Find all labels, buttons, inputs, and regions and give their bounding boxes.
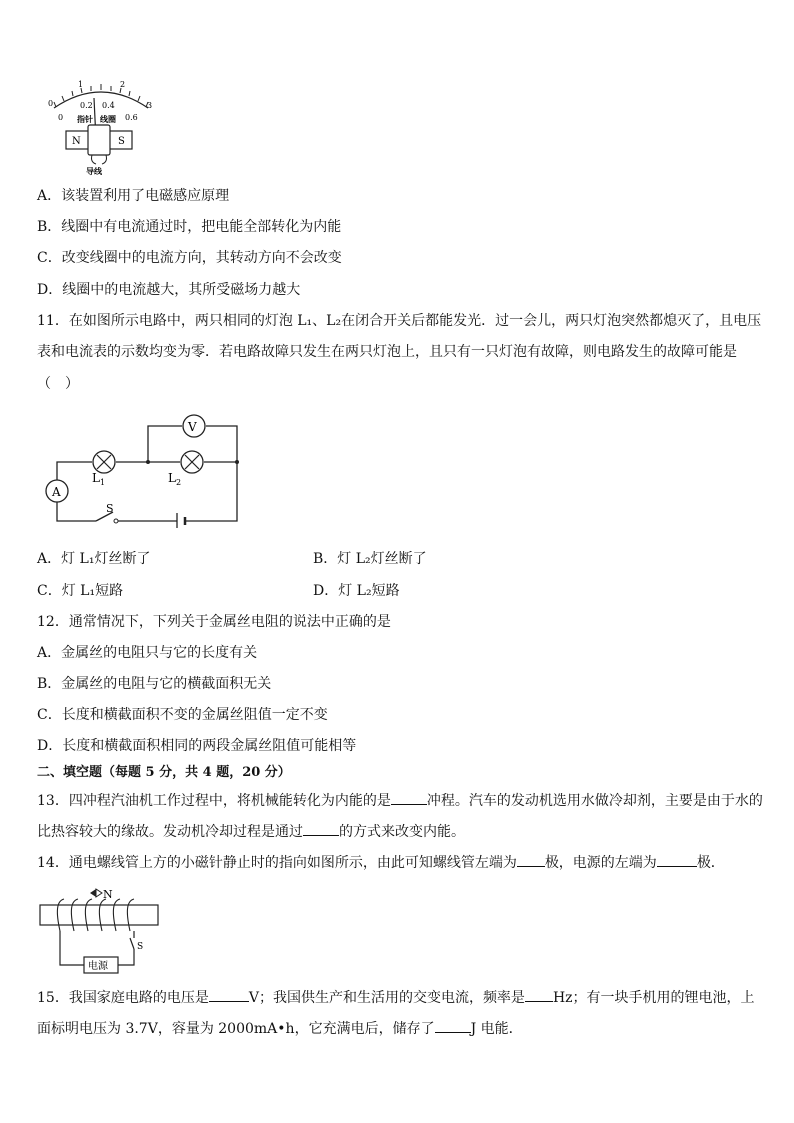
q10-option-d: D．线圈中的电流越大，其所受磁场力越大 (37, 282, 301, 298)
q15-blank-3[interactable] (435, 1018, 471, 1033)
q10-option-b: B．线圈中有电流通过时，把电能全部转化为内能 (37, 219, 342, 235)
scale-1: 1 (78, 80, 84, 89)
power-source-label: 电源 (88, 961, 108, 972)
galvanometer-figure (44, 78, 159, 176)
scale-0: 0 (48, 99, 54, 108)
q14-stem: 14．通电螺线管上方的小磁针静止时的指向如图所示，由此可知螺线管左端为 极，电源的左端为 极． (37, 852, 725, 873)
q11-stem-line2: 表和电流表的示数均变为零．若电路故障只发生在两只灯泡上，且只有一只灯泡有故障，则电路发生的故障可能是 (37, 344, 737, 360)
scale-3: 3 (147, 101, 153, 110)
q11-option-c: C．灯 L₁短路 (37, 583, 124, 599)
inner-scale-0-4: 0.4 (102, 101, 115, 110)
switch-s-label: S (137, 942, 144, 952)
magnet-n: N (72, 136, 81, 147)
solenoid-figure (36, 883, 164, 975)
inner-scale-0: 0 (58, 113, 64, 122)
q12-option-b: B．金属丝的电阻与它的横截面积无关 (37, 676, 272, 692)
inner-scale-0-2: 0.2 (80, 101, 93, 110)
q13-line1: 13．四冲程汽油机工作过程中，将机械能转化为内能的是 冲程。汽车的发动机选用水做冷却剂，主要是由于水的 (37, 790, 763, 811)
q14-blank-1[interactable] (517, 852, 545, 867)
compass-n: N (103, 888, 113, 901)
q12-option-d: D．长度和横截面积相同的两段金属丝阻值可能相等 (37, 738, 357, 754)
q11-stem-line1: 11．在如图所示电路中，两只相同的灯泡 L₁、L₂在闭合开关后都能发光．过一会儿，两只灯泡突然都熄灭了，且电压 (37, 313, 762, 329)
pointer-label: 指针 (77, 114, 93, 124)
scale-2: 2 (120, 80, 126, 89)
section-heading: 二、填空题（每题 5 分，共 4 题，20 分） (37, 765, 291, 780)
switch-label: S (106, 502, 114, 515)
q14-blank-2[interactable] (657, 852, 697, 867)
voltmeter-label: V (188, 420, 197, 434)
q10-option-a: A．该装置利用了电磁感应原理 (37, 188, 230, 204)
q11-option-d: D．灯 L₂短路 (313, 583, 400, 599)
coil-label: 线圈 (100, 114, 116, 124)
q11-stem-line3: （ ） (37, 376, 79, 392)
q12-stem: 12．通常情况下，下列关于金属丝电阻的说法中正确的是 (37, 614, 391, 630)
q11-option-a: A．灯 L₁灯丝断了 (37, 551, 151, 567)
q13-blank-1[interactable] (391, 790, 427, 805)
q12-option-a: A．金属丝的电阻只与它的长度有关 (37, 645, 258, 661)
lamp-l2-label: $L_2$ (168, 471, 182, 487)
lamp-l1-label: $L_1$ (92, 471, 106, 487)
q15-blank-2[interactable] (525, 987, 553, 1002)
ammeter-label: A (52, 485, 61, 499)
q15-line2: 面标明电压为 3.7V，容量为 2000mA•h，它充满电后，储存了 J 电能． (37, 1018, 523, 1039)
wire-label: 导线 (86, 166, 102, 176)
q15-line1: 15．我国家庭电路的电压是 V；我国供生产和生活用的交变电流，频率是 Hz；有一块手机用的锂电池，上 (37, 987, 755, 1008)
magnet-s: S (118, 136, 125, 147)
q15-blank-1[interactable] (209, 987, 249, 1002)
q10-option-c: C．改变线圈中的电流方向，其转动方向不会改变 (37, 250, 342, 266)
inner-scale-0-6: 0.6 (125, 113, 138, 122)
q13-blank-2[interactable] (303, 821, 339, 836)
circuit-figure (40, 410, 245, 528)
q12-option-c: C．长度和横截面积不变的金属丝阻值一定不变 (37, 707, 328, 723)
q11-option-b: B．灯 L₂灯丝断了 (313, 551, 427, 567)
q13-line2: 比热容较大的缘故。发动机冷却过程是通过 的方式来改变内能。 (37, 821, 465, 842)
